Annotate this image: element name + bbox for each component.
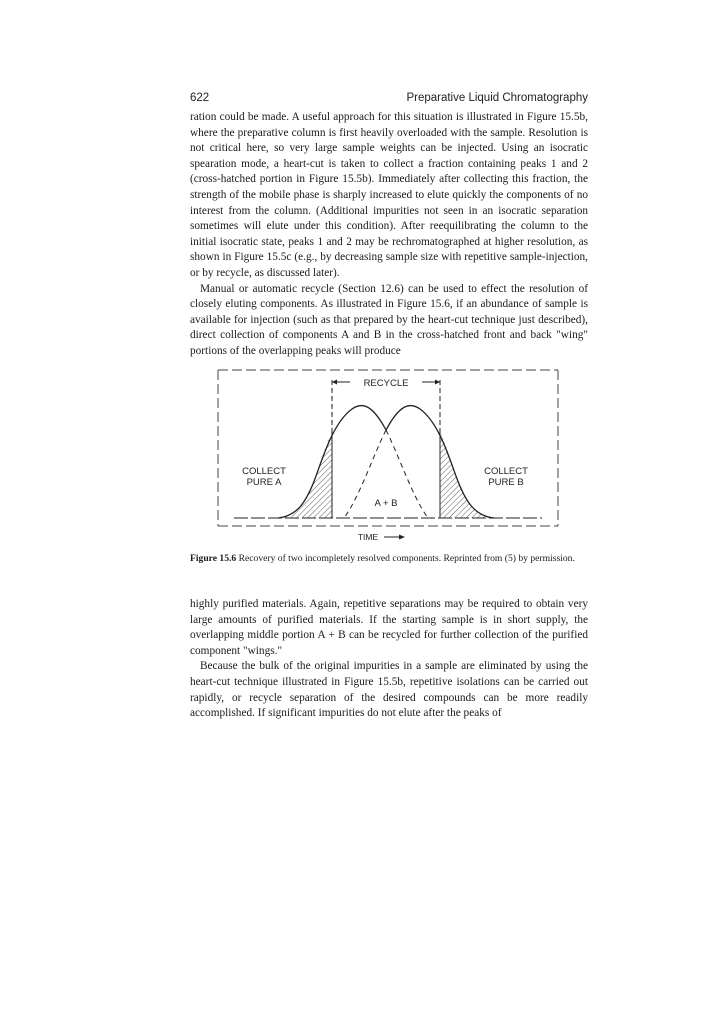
time-arrowhead [399,535,405,540]
recycle-arrowhead-right [435,380,440,385]
body-paragraph: Because the bulk of the original impurities in a sample are eliminated by using the heart-cut technique illustrated in Figure 15.5b, repetitive isolations can be carried out rapidly, or recycle separation of the desired compounds can be more readily accomplished. If significant impurities do not elute after the peaks of [190,660,588,720]
time-label: TIME [357,532,379,542]
page-bottom [190,597,588,722]
recycle-figure [216,366,560,542]
caption-label: Figure 15.6 [190,553,237,564]
body-paragraph: highly purified materials. Again, repetitive separations may be required to obtain very large amounts of purified materials. If the starting sample is in short supply, the overlapping middle portion A + B can be recycled for further collection of the purified component "wings." [190,598,588,657]
collect-a-region [278,431,332,518]
collect-b-label-line1: COLLECT [484,466,528,477]
running-header [190,86,588,104]
overlap-label: A + B [374,498,398,509]
page-top [190,86,588,360]
recycle-label: RECYCLE [363,378,409,389]
collect-a-label-line1: COLLECT [242,466,286,477]
body-paragraph: ration could be made. A useful approach for this situation is illustrated in Figure 15.5b, where the preparative column is first heavily overloaded with the sample. Resolution is not critical here, so very large sample weights can be injected. Using an isocratic spearation mode, a heart-cut is taken to collect a fraction containing peaks 1 and 2 (cross-hatched portion in Figure 15.5b). Immediately after collecting this fraction, the strength of the mobile phase is sharply increased to elute quickly the components of no interest from the column. (Additional impurities not seen in an isocratic separation sometimes will elute under this condition). After reequilibrating the column to the initial isocratic state, peaks 1 and 2 may be rechromatographed at higher resolution, as shown in Figure 15.5c (e.g., by decreasing sample size with repetitive sample-injection, or by recycle, as discussed later). [190,111,588,279]
body-paragraph: Manual or automatic recycle (Section 12.6) can be used to effect the resolution of closely eluting components. As illustrated in Figure 15.6, if an abundance of sample is available for injection (such as that prepared by the heart-cut technique just described), direct collection of components A and B in the cross-hatched front and back "wing" portions of the overlapping peaks will produce [190,282,588,357]
collect-a-label-line2: PURE A [246,477,282,488]
page-number: 622 [190,92,210,104]
collect-b-label-line2: PURE B [488,477,524,488]
recycle-arrowhead-left [332,380,337,385]
caption-text: Recovery of two incompletely resolved components. Reprinted from (5) by permission. [238,553,575,564]
figure-caption [190,552,588,565]
running-title: Preparative Liquid Chromatography [406,92,588,104]
